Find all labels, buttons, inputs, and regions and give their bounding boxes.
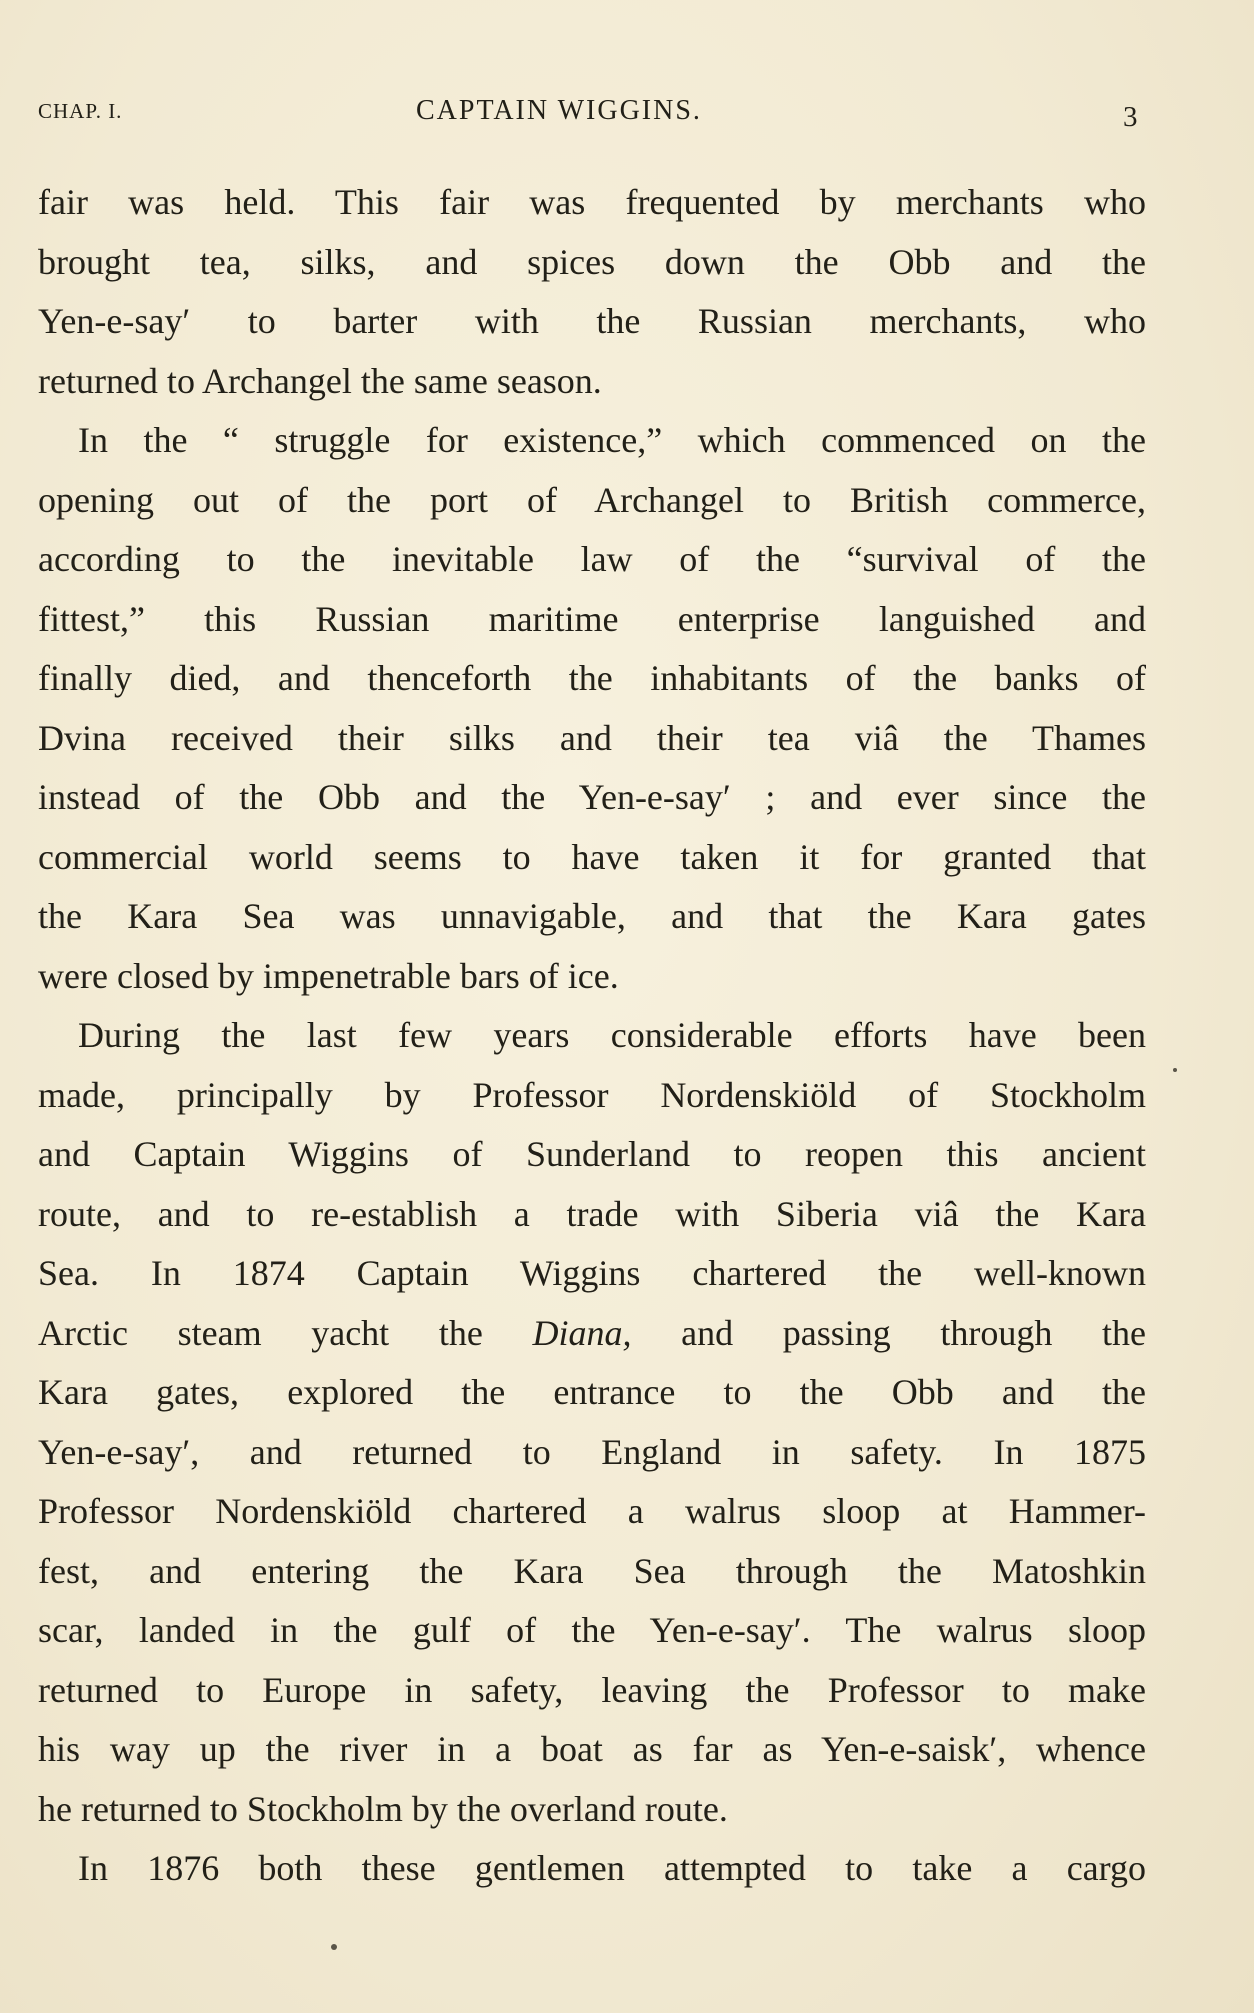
text-line: returned to Europe in safety, leaving the Professor to make bbox=[38, 1669, 1146, 1710]
text-line: the Kara Sea was unnavigable, and that the Kara gates bbox=[38, 896, 1146, 936]
text-line: returned to Archangel the same season. bbox=[38, 360, 602, 401]
text-line: instead of the Obb and the Yen-e-say′ ; and ever since the bbox=[38, 777, 1146, 817]
text-line: Professor Nordenskiöld chartered a walrus sloop at Hammer- bbox=[38, 1491, 1146, 1531]
text-line: Yen-e-say′, and returned to England in safety. In 1875 bbox=[38, 1431, 1146, 1472]
text-line: opening out of the port of Archangel to British commerce, bbox=[38, 479, 1146, 520]
text-line: In the “ struggle for existence,” which commenced on the bbox=[78, 420, 1146, 460]
text-line: In 1876 both these gentlemen attempted to take a cargo bbox=[78, 1848, 1146, 1888]
chapter-label: CHAP. I. bbox=[38, 99, 123, 123]
text-line: commercial world seems to have taken it for granted that bbox=[38, 836, 1146, 877]
running-title: CAPTAIN WIGGINS. bbox=[416, 95, 702, 126]
text-line: and Captain Wiggins of Sunderland to reopen this ancient bbox=[38, 1134, 1146, 1174]
running-header bbox=[38, 95, 1148, 135]
body-text bbox=[38, 173, 1146, 1899]
text-line: brought tea, silks, and spices down the Obb and the bbox=[38, 241, 1146, 282]
text-line: Dvina received their silks and their tea viâ the Thames bbox=[38, 717, 1146, 758]
text-line: finally died, and thenceforth the inhabitants of the banks of bbox=[38, 658, 1146, 698]
text-line: fest, and entering the Kara Sea through the Matoshkin bbox=[38, 1550, 1146, 1591]
text-line: During the last few years considerable efforts have been bbox=[78, 1015, 1146, 1055]
text-line: route, and to re-establish a trade with Siberia viâ the Kara bbox=[38, 1193, 1146, 1234]
text-line-mixed bbox=[38, 1304, 1146, 1364]
text-line: his way up the river in a boat as far as Yen-e-saisk′, whence bbox=[38, 1729, 1146, 1769]
print-speck bbox=[1173, 1068, 1177, 1072]
text-line: Kara gates, explored the entrance to the Obb and the bbox=[38, 1372, 1146, 1412]
text-segment: Arctic steam yacht the bbox=[38, 1312, 483, 1353]
text-line: fair was held. This fair was frequented by merchants who bbox=[38, 182, 1146, 222]
text-line: were closed by impenetrable bars of ice. bbox=[38, 955, 619, 996]
print-speck bbox=[331, 1944, 337, 1950]
text-line: he returned to Stockholm by the overland route. bbox=[38, 1788, 728, 1829]
page-number: 3 bbox=[1123, 101, 1138, 133]
text-segment: and passing through the bbox=[681, 1312, 1147, 1353]
text-line: made, principally by Professor Nordenskiöld of Stockholm bbox=[38, 1074, 1146, 1115]
text-line: Sea. In 1874 Captain Wiggins chartered the well-known bbox=[38, 1253, 1146, 1293]
text-line: fittest,” this Russian maritime enterprise languished and bbox=[38, 598, 1146, 639]
text-line: scar, landed in the gulf of the Yen-e-say′. The walrus sloop bbox=[38, 1610, 1146, 1650]
text-line: Yen-e-say′ to barter with the Russian merchants, who bbox=[38, 301, 1146, 341]
text-line: according to the inevitable law of the “survival of the bbox=[38, 539, 1146, 579]
ship-name-italic: Diana, bbox=[532, 1312, 632, 1353]
